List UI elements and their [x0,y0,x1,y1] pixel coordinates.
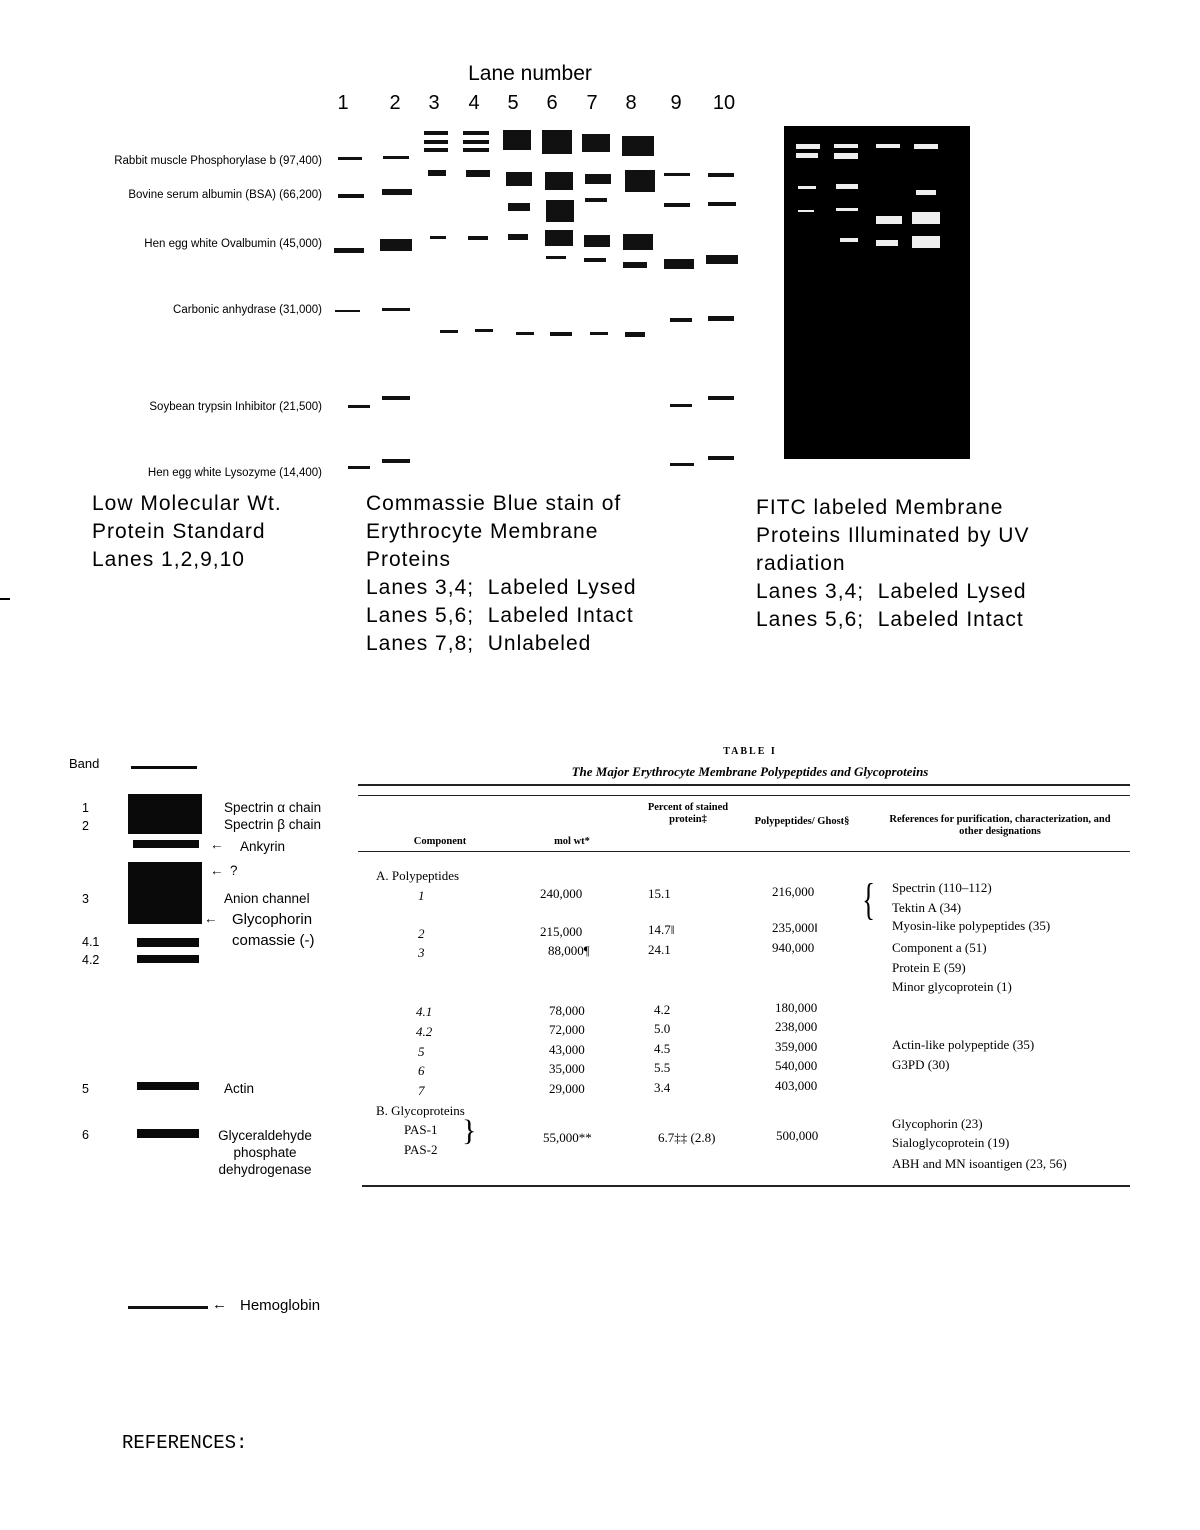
reference-item: G3PD (30) [892,1057,950,1072]
reference-item: Glycophorin (23) [892,1116,983,1131]
reference-item: Spectrin (110–112) [892,880,992,895]
marker-label: Soybean trypsin Inhibitor (21,500) [149,401,322,413]
table-cell: 5.0 [654,1021,671,1036]
band-label: Glyceraldehyde phosphate dehydrogenase [218,1128,312,1177]
table-cell: 6 [418,1063,425,1078]
marker-label: Bovine serum albumin (BSA) (66,200) [128,189,322,201]
band-number: 2 [82,819,89,833]
band-label: comassie (-) [232,932,315,949]
section-label: A. Polypeptides [376,868,460,883]
column-header: Component [413,836,467,847]
band-label: Actin [224,1081,255,1096]
table-cell: 238,000 [775,1019,818,1034]
table-cell: 500,000 [776,1128,819,1143]
band-number: 6 [82,1128,89,1142]
table-cell: PAS-1 [404,1122,438,1137]
band-label: Spectrin α chain [224,800,322,815]
band-label: Spectrin β chain [224,817,322,832]
hemoglobin-band [128,1306,208,1309]
table-cell: 359,000 [775,1039,818,1054]
reference-item: Minor glycoprotein (1) [892,979,1012,994]
table-cell: 55,000** [543,1130,592,1145]
marker-label: Hen egg white Lysozyme (14,400) [147,467,322,479]
table-cell: 5.5 [654,1060,671,1075]
lane-number-title: Lane number [468,62,592,85]
table-cell: 940,000 [772,940,815,955]
table-rule [362,1185,1130,1187]
table-cell: 180,000 [775,1000,818,1015]
lane-number: 4 [468,92,480,114]
lane-number: 3 [428,92,440,114]
arrow-left-icon: ← [210,863,224,878]
column-header: mol wt* [554,836,590,847]
table-cell: 540,000 [775,1058,818,1073]
table-cell: 15.1 [648,886,671,901]
coomassie-gel-image [320,118,750,478]
reference-item: Tektin A (34) [892,900,962,915]
table-cell: 1 [418,888,425,903]
table-cell: 5 [418,1044,425,1059]
table-title: TABLE I [723,746,777,757]
lane-number: 5 [507,92,519,114]
lane-number: 9 [670,92,682,114]
column-header: References for purification, characterization, and other designations [889,814,1111,837]
erythrocyte-gel-image [125,762,205,1142]
band-number: 4.2 [82,953,100,967]
table-cell: 7 [418,1083,425,1098]
table-cell: 24.1 [648,942,671,957]
references-heading: REFERENCES: [122,1432,248,1454]
reference-item: Actin-like polypeptide (35) [892,1037,1035,1052]
table-cell: 88,000¶ [548,943,590,958]
table-cell: 3 [418,945,425,960]
arrow-left-icon: ← [204,911,218,926]
table-cell: 4.2 [654,1002,671,1017]
band-label: Ankyrin [240,839,286,854]
table-cell: 78,000 [549,1003,585,1018]
reference-item: Protein E (59) [892,960,966,975]
caption-molecular-standard: Low Molecular Wt. Protein Standard Lanes 1,2,9,10 [92,492,282,571]
table-cell: 4.5 [654,1041,671,1056]
band-number: 5 [82,1082,89,1096]
table-cell: 6.7‡‡ (2.8) [658,1130,716,1145]
band-number: 1 [82,801,89,815]
table-subtitle: The Major Erythrocyte Membrane Polypeptides and Glycoproteins [571,764,929,779]
reference-item: Sialoglycoprotein (19) [892,1135,1010,1150]
section-label: B. Glycoproteins [376,1103,465,1118]
lane-number: 8 [625,92,637,114]
reference-item: ABH and MN isoantigen (23, 56) [892,1156,1067,1171]
table-cell: 72,000 [549,1022,585,1037]
band-header: Band [69,756,100,771]
margin-mark [0,598,10,600]
marker-label: Rabbit muscle Phosphorylase b (97,400) [114,155,322,167]
table-cell: 4.1 [416,1004,433,1019]
table-cell: 235,000‖ [772,920,818,935]
table-cell: 2 [418,926,425,941]
brace-icon: { [862,875,875,924]
brace-icon: } [462,1114,477,1147]
table-cell: 216,000 [772,884,815,899]
band-label: Anion channel [224,891,310,906]
table-cell: 215,000 [540,924,583,939]
band-label: Glycophorin [232,911,313,928]
lane-number: 6 [546,92,558,114]
lane-number: 7 [586,92,598,114]
reference-item: Component a (51) [892,940,987,955]
band-number: 3 [82,892,89,906]
band-label: ? [230,863,238,878]
band-number: 4.1 [82,935,100,949]
arrow-left-icon: ← [210,837,224,852]
lane-number: 10 [712,92,736,114]
table-cell: 3.4 [654,1080,671,1095]
table-rule [358,795,1130,796]
caption-coomassie-stain: Commassie Blue stain of Erythrocyte Membrane Proteins Lanes 3,4; Labeled Lysed Lanes 5,6; Labeled Intact Lanes 7,8; Unlabeled [366,492,637,655]
table-cell: 29,000 [549,1081,585,1096]
table-cell: 35,000 [549,1061,585,1076]
lane-number: 2 [389,92,401,114]
marker-label: Hen egg white Ovalbumin (45,000) [144,238,322,250]
table-cell: 240,000 [540,886,583,901]
table-rule [358,784,1130,786]
table-cell: PAS-2 [404,1142,438,1157]
table-rule [358,851,1130,852]
table-cell: 403,000 [775,1078,818,1093]
table-cell: 14.7‖ [648,922,675,937]
table-cell: 4.2 [416,1024,433,1039]
column-header: Percent of stained protein‡ [647,802,729,825]
column-header: Polypeptides/ Ghost§ [754,816,850,827]
marker-label: Carbonic anhydrase (31,000) [173,304,322,316]
reference-item: Myosin-like polypeptides (35) [892,918,1051,933]
table-cell: 43,000 [549,1042,585,1057]
arrow-left-icon: ← [212,1296,227,1313]
caption-fitc-labeled: FITC labeled Membrane Proteins Illuminated by UV radiation Lanes 3,4; Labeled Lysed Lanes 5,6; Labeled Intact [756,496,1030,631]
fitc-gel-image [784,126,970,459]
lane-number: 1 [337,92,349,114]
band-label: Hemoglobin [240,1297,321,1314]
